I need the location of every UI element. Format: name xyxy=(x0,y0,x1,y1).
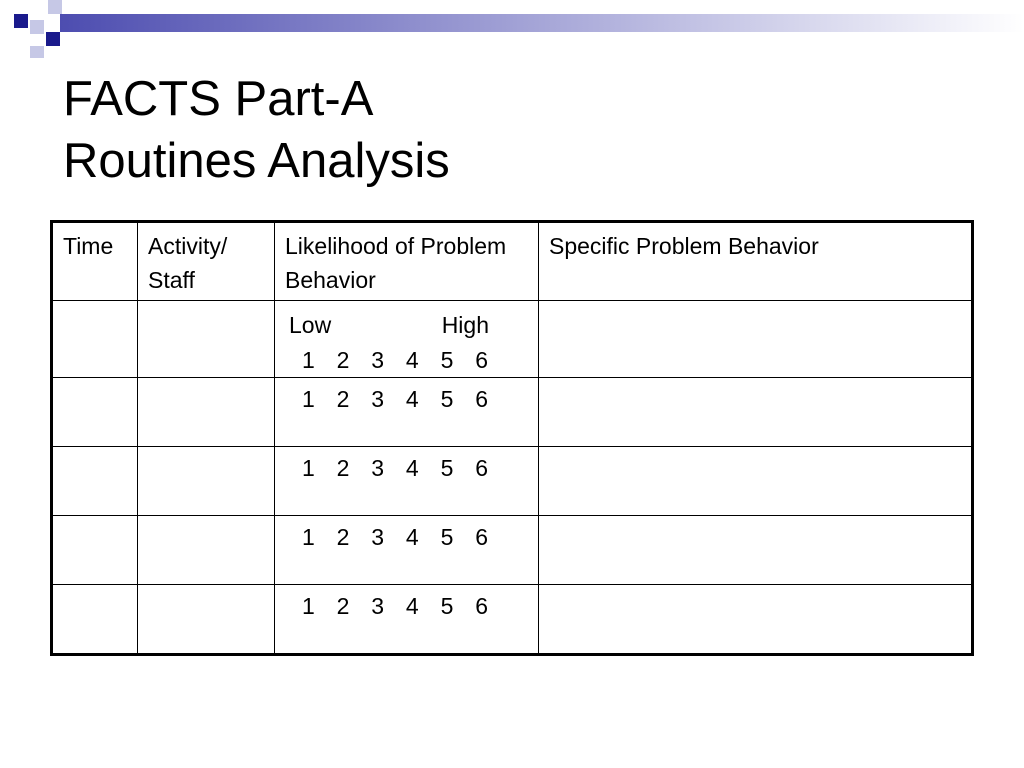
rating-option[interactable]: 1 xyxy=(302,455,315,481)
table-row xyxy=(52,447,973,516)
rating-option[interactable]: 3 xyxy=(371,386,385,412)
rating-scale xyxy=(285,382,488,416)
time-cell[interactable] xyxy=(52,378,138,447)
rating-option[interactable]: 2 xyxy=(336,455,350,481)
time-cell[interactable] xyxy=(52,301,138,378)
rating-option[interactable]: 5 xyxy=(440,593,454,619)
rating-scale xyxy=(285,589,488,623)
rating-option[interactable]: 1 xyxy=(302,347,315,373)
specific-behavior-cell[interactable] xyxy=(539,378,973,447)
rating-scale xyxy=(285,343,488,377)
rating-option[interactable]: 1 xyxy=(302,386,315,412)
scale-low-label: Low xyxy=(289,312,332,338)
likelihood-cell[interactable] xyxy=(275,447,539,516)
rating-option[interactable]: 3 xyxy=(371,524,385,550)
specific-behavior-cell[interactable] xyxy=(539,516,973,585)
rating-option[interactable]: 4 xyxy=(405,347,419,373)
table-row xyxy=(52,301,973,378)
rating-option[interactable]: 1 xyxy=(302,524,315,550)
table-row xyxy=(52,516,973,585)
activity-staff-cell[interactable] xyxy=(138,585,275,655)
time-cell[interactable] xyxy=(52,585,138,655)
specific-behavior-cell[interactable] xyxy=(539,447,973,516)
header-specific-behavior: Specific Problem Behavior xyxy=(539,222,973,301)
likelihood-cell[interactable] xyxy=(275,378,539,447)
rating-option[interactable]: 5 xyxy=(440,455,454,481)
routines-analysis-table xyxy=(50,220,974,656)
scale-high-label: High xyxy=(441,312,489,338)
rating-option[interactable]: 5 xyxy=(440,386,454,412)
rating-option[interactable]: 5 xyxy=(440,347,454,373)
activity-staff-cell[interactable] xyxy=(138,516,275,585)
time-cell[interactable] xyxy=(52,516,138,585)
rating-option[interactable]: 1 xyxy=(302,593,315,619)
rating-scale xyxy=(285,451,488,485)
page-title xyxy=(63,68,450,192)
decoration-square xyxy=(30,46,44,58)
scale-labels xyxy=(285,309,489,341)
rating-option[interactable]: 6 xyxy=(475,593,488,619)
rating-option[interactable]: 4 xyxy=(405,593,419,619)
likelihood-cell[interactable] xyxy=(275,585,539,655)
rating-option[interactable]: 4 xyxy=(405,524,419,550)
rating-option[interactable]: 3 xyxy=(371,455,385,481)
rating-option[interactable]: 6 xyxy=(475,347,488,373)
decoration-square xyxy=(14,14,28,28)
header-likelihood: Likelihood of Problem Behavior xyxy=(275,222,539,301)
rating-option[interactable]: 6 xyxy=(475,386,488,412)
decoration-square xyxy=(48,0,62,14)
rating-option[interactable]: 5 xyxy=(440,524,454,550)
time-cell[interactable] xyxy=(52,447,138,516)
rating-option[interactable]: 4 xyxy=(405,455,419,481)
decoration-gradient-bar xyxy=(60,14,1024,32)
rating-scale xyxy=(285,520,488,554)
rating-option[interactable]: 4 xyxy=(405,386,419,412)
decoration-square xyxy=(46,32,60,46)
likelihood-cell[interactable] xyxy=(275,516,539,585)
rating-option[interactable]: 2 xyxy=(336,347,350,373)
rating-option[interactable]: 3 xyxy=(371,347,385,373)
rating-option[interactable]: 6 xyxy=(475,524,488,550)
title-line-2: Routines Analysis xyxy=(63,134,450,188)
decoration-square xyxy=(30,20,44,34)
rating-option[interactable]: 2 xyxy=(336,593,350,619)
slide-decoration xyxy=(0,0,1024,60)
table-header-row xyxy=(52,222,973,301)
specific-behavior-cell[interactable] xyxy=(539,585,973,655)
activity-staff-cell[interactable] xyxy=(138,301,275,378)
likelihood-cell[interactable] xyxy=(275,301,539,378)
table-row xyxy=(52,378,973,447)
rating-option[interactable]: 6 xyxy=(475,455,488,481)
header-time: Time xyxy=(52,222,138,301)
activity-staff-cell[interactable] xyxy=(138,447,275,516)
table-row xyxy=(52,585,973,655)
title-line-1: FACTS Part-A xyxy=(63,72,374,126)
header-activity-staff: Activity/ Staff xyxy=(138,222,275,301)
rating-option[interactable]: 2 xyxy=(336,524,350,550)
activity-staff-cell[interactable] xyxy=(138,378,275,447)
rating-option[interactable]: 3 xyxy=(371,593,385,619)
specific-behavior-cell[interactable] xyxy=(539,301,973,378)
rating-option[interactable]: 2 xyxy=(336,386,350,412)
